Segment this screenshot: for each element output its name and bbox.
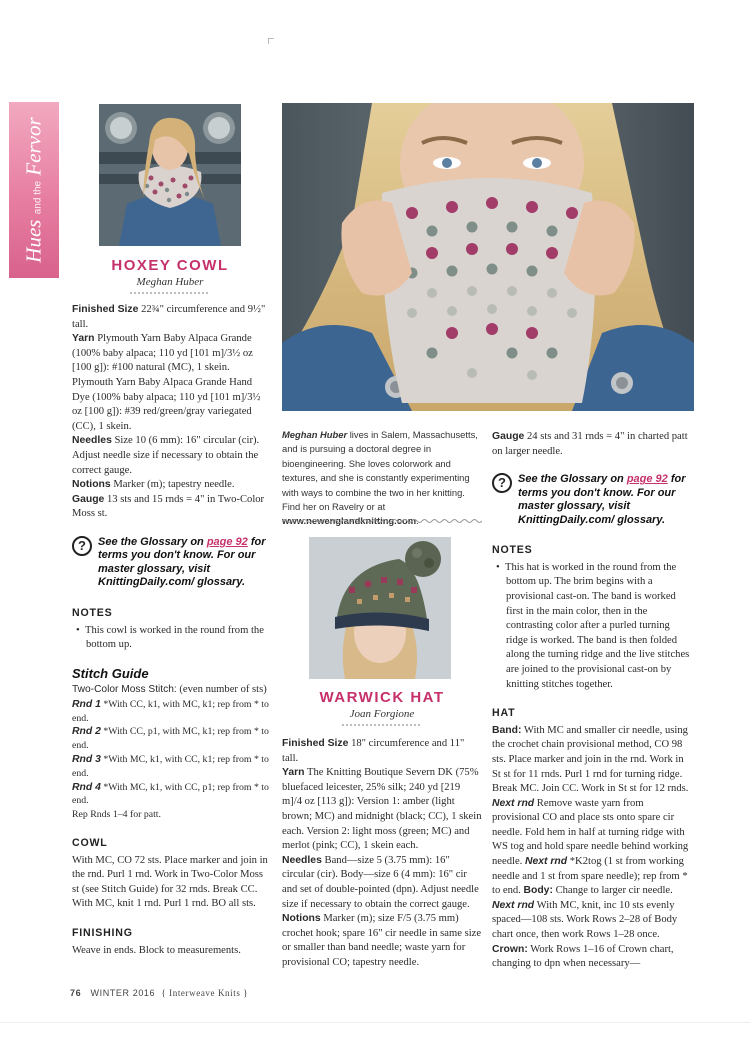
stitch-round-4: Rnd 4 *With MC, k1, with CC, p1; rep from * to end. bbox=[72, 781, 269, 807]
stitch-guide-heading: Stitch Guide bbox=[72, 665, 149, 681]
page-edge bbox=[0, 1022, 750, 1023]
cowl-note-item: • This cowl is worked in the round from the bottom up. bbox=[76, 624, 264, 651]
cowl-spec-gauge: Gauge 13 sts and 15 rnds = 4" in Two-Color Moss st. bbox=[72, 493, 265, 520]
hat-notes-heading: NOTES bbox=[492, 544, 533, 557]
stitch-repeat: Rep Rnds 1–4 for patt. bbox=[72, 809, 161, 821]
finishing-heading: FINISHING bbox=[72, 927, 133, 940]
hat-section-heading: HAT bbox=[492, 707, 516, 720]
glossary-page-link[interactable]: page 92 bbox=[626, 473, 668, 486]
section-tab-title: Hues and the Fervor bbox=[21, 117, 46, 263]
stitch-round-2: Rnd 2 *With CC, p1, with MC, k1; rep from * to end. bbox=[72, 726, 269, 752]
hat-pattern-column bbox=[492, 430, 692, 972]
hat-instructions: Band: With MC and smaller cir needle, using the crochet chain provisional method, CO 98 sts. Place marker and join in the rnd. Work in St st for 11 rnds. Purl 1 rnd for turning ridge. Break MC. Join CC. Work in St st for 12 rnds. Next rnd Remove waste yarn from provisional CO and place sts onto spare cir needle. Fold hem in half at turning ridge with WS tog and hold spare needle behind working needle. Next rnd *K2tog (1 st from working needle and 1 st from spare needle); rep from * to end. Body: Change to larger cir needle. Next rnd With MC, knit, inc 10 sts evenly spaced—108 sts. Work Rows 2–28 of Body chart once, then work Rows 1–28 once. Crown: Work Rows 1–16 of Crown chart, changing to dpn when necessary— bbox=[492, 724, 689, 970]
hat-byline-underline bbox=[342, 724, 422, 726]
question-icon: ? bbox=[492, 473, 512, 493]
cowl-thumbnail-photo bbox=[99, 104, 241, 246]
stitch-name: Two-Color Moss Stitch: (even number of sts) bbox=[72, 684, 267, 696]
byline-underline bbox=[130, 292, 210, 294]
finishing-instructions: Weave in ends. Block to measurements. bbox=[72, 944, 241, 956]
cowl-pattern-column bbox=[72, 303, 272, 958]
hat-spec-finished-size: Finished Size 18" circumference and 11" tall. bbox=[282, 738, 465, 764]
cowl-notes-heading: NOTES bbox=[72, 606, 113, 619]
bio-designer-name: Meghan Huber bbox=[282, 429, 348, 440]
cowl-glossary-callout: ? See the Glossary on page 92 for terms you don't know. For our master glossary, visit KnittingDaily.com/ glossary. bbox=[72, 536, 272, 590]
cowl-spec-needles: Needles Size 10 (6 mm): 16" circular (cir). Adjust needle size if necessary to obtain the correct gauge. bbox=[72, 435, 260, 476]
cowl-spec-finished-size: Finished Size 22¾" circumference and 9½" tall. bbox=[72, 304, 266, 330]
crop-mark bbox=[268, 38, 274, 44]
glossary-page-link[interactable]: page 92 bbox=[206, 535, 248, 548]
page-footer bbox=[70, 988, 248, 998]
stitch-round-1: Rnd 1 *With CC, k1, with MC, k1; rep from * to end. bbox=[72, 698, 269, 724]
hat-title: WARWICK HAT bbox=[319, 689, 445, 706]
hat-spec-needles: Needles Band—size 5 (3.75 mm): 16" circular (cir). Body—size 6 (4 mm): 16" cir and set of double-pointed (dpn). Adjust needle size if necessary to obtain the correct gauge. bbox=[282, 854, 479, 910]
magazine-name: { Interweave Knits } bbox=[161, 988, 249, 998]
hat-author: Joan Forgione bbox=[349, 708, 415, 720]
cowl-section-heading: COWL bbox=[72, 837, 108, 850]
hat-note-item: • This hat is worked in the round from the bottom up. The brim begins with a provisional cast-on. The band is worked first in the main color, then in the contrasting color after a purled turning ridge is worked. The band is then folded along the turning ridge and the live stitches are joined to the provisional cast-on by knitting stitches together. bbox=[496, 561, 690, 690]
designer-bio: Meghan Huber lives in Salem, Massachusetts, and is pursuing a doctoral degree in bioengineering. She loves colorwork and textures, and she is constantly experimenting with ways to combine the two in her knitting. Find her on Ravelry or at www.newenglandknitting.com. bbox=[282, 429, 478, 527]
section-tab bbox=[9, 102, 59, 278]
hat-spec-notions: Notions Marker (m); size F/5 (3.75 mm) crochet hook; spare 16" cir needle in same size or smaller than band needle; waste yarn for provisional CO; tapestry needle. bbox=[282, 913, 482, 968]
hat-photo bbox=[309, 537, 451, 679]
cowl-title: HOXEY COWL bbox=[111, 257, 229, 274]
page-number: 76 bbox=[70, 988, 82, 998]
cowl-instructions: With MC, CO 72 sts. Place marker and join in the rnd. Purl 1 rnd. Work in Two-Color Moss st (see Stitch Guide) for 32 rnds. Break CC. With MC, knit 1 rnd. Purl 1 rnd. BO all sts. bbox=[72, 854, 268, 910]
wavy-divider bbox=[282, 518, 482, 524]
cowl-author: Meghan Huber bbox=[136, 276, 204, 288]
hat-specs-column bbox=[282, 737, 482, 971]
hat-spec-yarn: Yarn The Knitting Boutique Severn DK (75% bluefaced leicester, 25% silk; 240 yd [219 m]/4 oz [113 g]): Version 1: amber (light brown; MC) and midnight (black; CC), 1 skein each. Version 2: light moss (green; MC) and merlot (pink; CC), 1 skein each. bbox=[282, 767, 482, 852]
bio-website-link[interactable]: www.newenglandknitting.com bbox=[282, 515, 417, 527]
cowl-spec-notions: Notions Marker (m); tapestry needle. bbox=[72, 479, 235, 491]
cowl-main-photo bbox=[282, 103, 694, 411]
hat-spec-gauge: Gauge 24 sts and 31 rnds = 4" in charted patt on larger needle. bbox=[492, 431, 688, 457]
question-icon: ? bbox=[72, 536, 92, 556]
hat-glossary-callout: ? See the Glossary on page 92 for terms you don't know. For our master glossary, visit KnittingDaily.com/ glossary. bbox=[492, 473, 692, 527]
stitch-round-3: Rnd 3 *With MC, k1, with CC, k1; rep from * to end. bbox=[72, 754, 269, 779]
cowl-spec-yarn: Yarn Plymouth Yarn Baby Alpaca Grande (100% baby alpaca; 110 yd [101 m]/3½ oz [100 g]): #100 natural (MC), 1 skein. Plymouth Yarn Baby Alpaca Grande Hand Dye (100% baby alpaca; 110 yd [101 m]/3½ oz [100 g]): #39 red/green/gray variegated (CC), 1 skein. bbox=[72, 333, 261, 432]
issue-season: WINTER 2016 bbox=[90, 988, 156, 998]
